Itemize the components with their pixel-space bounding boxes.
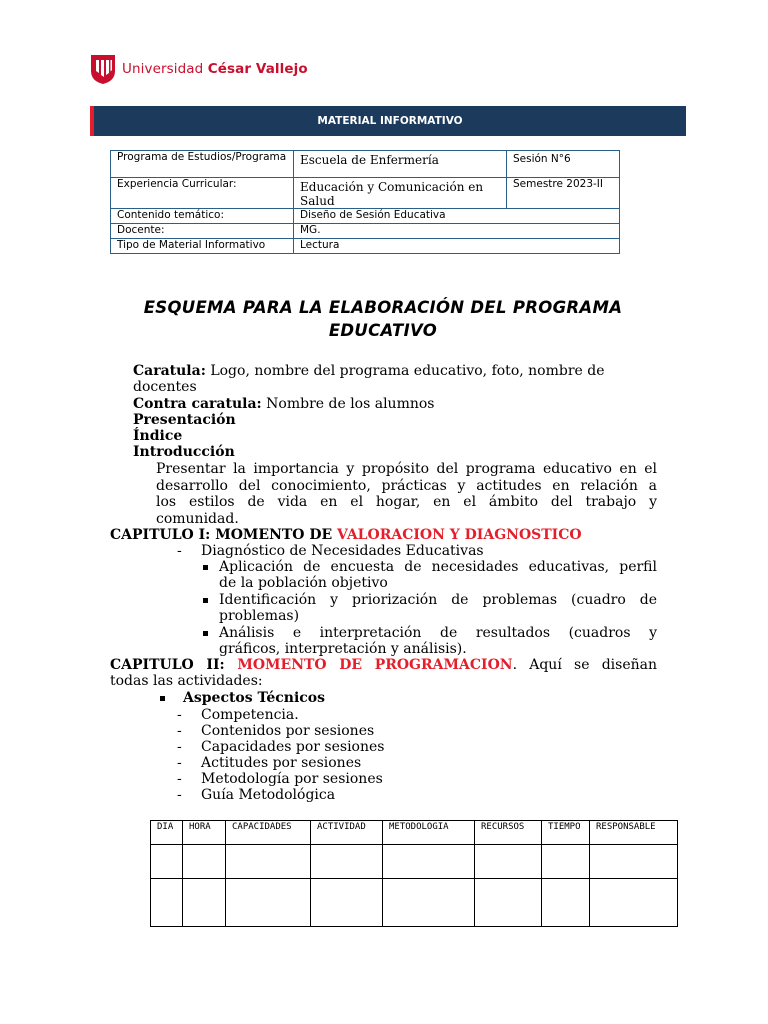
table-cell xyxy=(183,879,226,927)
intro-line: desarrollo del conocimiento, prácticas y actitudes en relación a xyxy=(156,478,657,494)
indice-item: Índice xyxy=(133,428,183,444)
aspectos-item: Metodología por sesiones xyxy=(201,771,383,787)
square-bullet-icon xyxy=(203,631,208,636)
table-cell xyxy=(475,879,542,927)
chapter-1-bullet: Identificación y priorización de problemas (cuadro de xyxy=(219,592,657,608)
table-cell xyxy=(383,845,475,879)
info-value: Educación y Comunicación en Salud xyxy=(294,178,507,209)
info-value: Lectura xyxy=(294,239,620,254)
intro-line: comunidad. xyxy=(156,511,239,527)
table-header-cell: HORA xyxy=(183,821,226,845)
table-header-cell: DIA xyxy=(151,821,183,845)
table-header-cell: CAPACIDADES xyxy=(226,821,311,845)
info-label: Tipo de Material Informativo xyxy=(111,239,294,254)
chapter-1-bullet-cont: problemas) xyxy=(219,608,300,624)
table-cell xyxy=(151,879,183,927)
document-title: ESQUEMA PARA LA ELABORACIÓN DEL PROGRAMA EDUCATIVO xyxy=(143,298,623,340)
aspectos-item: Contenidos por sesiones xyxy=(201,723,375,739)
aspectos-item: Guía Metodológica xyxy=(201,787,336,803)
table-cell xyxy=(311,879,383,927)
introduccion-item: Introducción xyxy=(133,444,235,460)
info-extra: Semestre 2023-II xyxy=(507,178,620,209)
chapter-1-heading: CAPITULO I: MOMENTO DE VALORACION Y DIAGNOSTICO xyxy=(110,527,582,543)
info-value: MG. xyxy=(294,224,620,239)
chapter-1-subitem: Diagnóstico de Necesidades Educativas xyxy=(201,543,484,559)
chapter-1-bullet-cont: gráficos, interpretación y análisis). xyxy=(219,641,467,657)
course-info-table xyxy=(110,150,620,254)
chapter-1-bullet: Aplicación de encuesta de necesidades educativas, perfil xyxy=(219,559,657,575)
table-row xyxy=(151,845,678,879)
chapter-1-bullet-cont: de la población objetivo xyxy=(219,575,388,591)
dash-bullet: - xyxy=(177,739,182,755)
university-logo xyxy=(90,52,308,86)
table-cell xyxy=(311,845,383,879)
shield-logo-icon xyxy=(90,53,116,85)
dash-bullet: - xyxy=(177,755,182,771)
square-bullet-icon xyxy=(160,696,165,701)
aspectos-item: Capacidades por sesiones xyxy=(201,739,385,755)
intro-line: Presentar la importancia y propósito del programa educativo en el xyxy=(156,461,657,477)
aspectos-item: Competencia. xyxy=(201,707,299,723)
table-cell xyxy=(590,879,678,927)
square-bullet-icon xyxy=(203,565,208,570)
info-value: Escuela de Enfermería xyxy=(294,151,507,178)
contra-caratula-item: Contra caratula: Nombre de los alumnos xyxy=(133,396,435,412)
info-label: Experiencia Curricular: xyxy=(111,178,294,209)
info-extra: Sesión N°6 xyxy=(507,151,620,178)
dash-bullet: - xyxy=(177,707,182,723)
caratula-item: Caratula: Logo, nombre del programa educativo, foto, nombre de xyxy=(133,363,605,379)
table-cell xyxy=(226,879,311,927)
caratula-item-cont: docentes xyxy=(133,379,197,395)
square-bullet-icon xyxy=(203,598,208,603)
table-header-cell: TIEMPO xyxy=(542,821,590,845)
info-label: Docente: xyxy=(111,224,294,239)
table-cell xyxy=(542,879,590,927)
table-cell xyxy=(383,879,475,927)
table-cell xyxy=(151,845,183,879)
table-cell xyxy=(590,845,678,879)
dash-bullet: - xyxy=(177,723,182,739)
aspectos-item: Actitudes por sesiones xyxy=(201,755,362,771)
table-cell xyxy=(183,845,226,879)
banner-title: MATERIAL INFORMATIVO xyxy=(317,115,463,127)
dash-bullet: - xyxy=(177,787,182,803)
chapter-1-bullet: Análisis e interpretación de resultados (cuadros y xyxy=(219,625,657,641)
info-label: Programa de Estudios/Programa xyxy=(111,151,294,178)
presentacion-item: Presentación xyxy=(133,412,236,428)
table-cell xyxy=(226,845,311,879)
dash-bullet: - xyxy=(177,543,182,559)
aspectos-tecnicos-heading: Aspectos Técnicos xyxy=(183,690,326,706)
table-cell xyxy=(475,845,542,879)
info-value: Diseño de Sesión Educativa xyxy=(294,209,620,224)
chapter-2-heading: CAPITULO II: MOMENTO DE PROGRAMACION. Aquí se diseñan xyxy=(110,657,658,673)
university-name: Universidad César Vallejo xyxy=(122,61,308,77)
intro-line: los estilos de vida en el hogar, en el ámbito del trabajo y xyxy=(156,494,657,510)
table-cell xyxy=(542,845,590,879)
table-header-cell: ACTIVIDAD xyxy=(311,821,383,845)
table-header-cell: RESPONSABLE xyxy=(590,821,678,845)
chapter-2-heading-cont: todas las actividades: xyxy=(110,673,263,689)
table-header-cell: RECURSOS xyxy=(475,821,542,845)
table-header-cell: METODOLOGIA xyxy=(383,821,475,845)
info-label: Contenido temático: xyxy=(111,209,294,224)
dash-bullet: - xyxy=(177,771,182,787)
planning-table xyxy=(150,820,678,927)
table-row xyxy=(151,879,678,927)
